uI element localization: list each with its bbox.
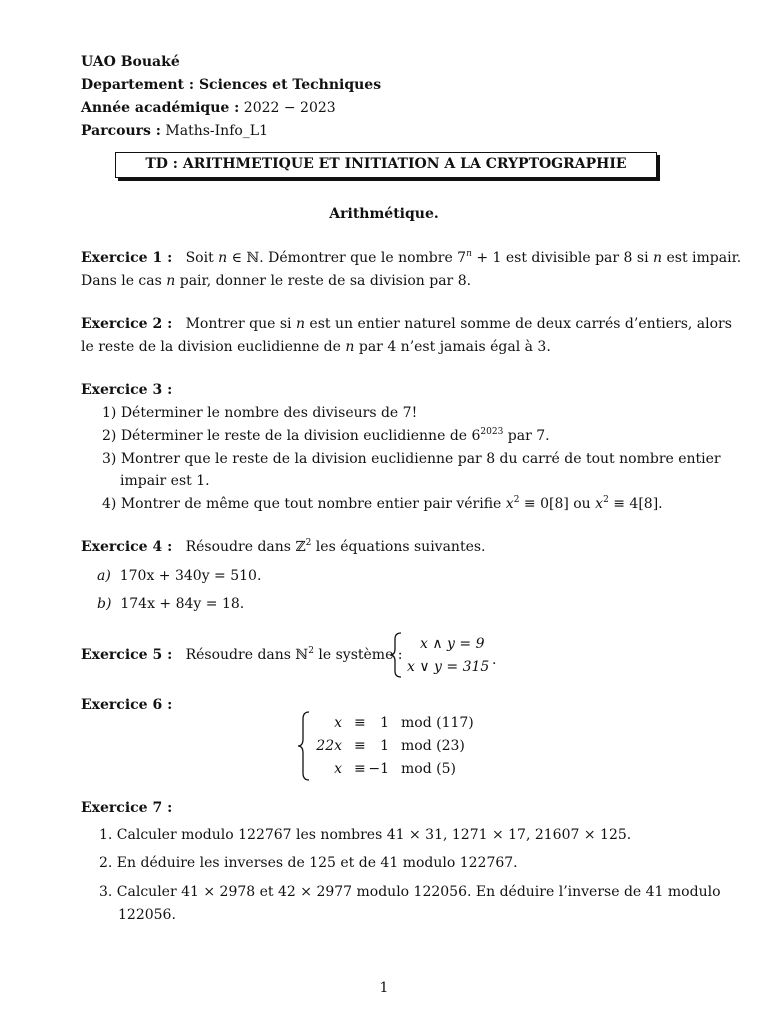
ex3-item2 [102, 428, 550, 445]
ex3-item4 [102, 496, 663, 513]
text: le système : [313, 647, 403, 663]
track [81, 123, 268, 140]
university-name: UAO Bouaké [81, 54, 180, 70]
var-n: n [345, 339, 355, 355]
ex1-label: Exercice 1 : [81, 250, 173, 266]
ex4-label: Exercice 4 : [81, 539, 173, 555]
text: les équations suivantes. [311, 539, 486, 555]
var-x: x [595, 496, 604, 512]
exponent: n [466, 249, 472, 259]
ex4-line1 [81, 539, 486, 556]
text: 2) Déterminer le reste de la division euclidienne de 6 [102, 428, 481, 444]
ex6-rhs: −1 [368, 761, 389, 777]
ex6-rhs: 1 [380, 715, 389, 731]
ex6-op: ≡ [354, 715, 366, 731]
equation: 170x + 340y = 510. [119, 568, 262, 584]
academic-year [81, 100, 336, 117]
equation: 174x + 84y = 18. [120, 596, 245, 612]
ex7-item1: 1. Calculer modulo 122767 les nombres 41 × 31, 1271 × 17, 21607 × 125. [99, 827, 632, 843]
text: ≡ 0[8] ou [519, 496, 596, 512]
text: 4) Montrer de même que tout nombre entier pair vérifie [102, 496, 506, 512]
ex2-line2 [81, 339, 551, 356]
ex6-lhs: 22x [316, 738, 342, 754]
academic-year-label: Année académique : [81, 100, 240, 116]
ex7-label: Exercice 7 : [81, 800, 173, 816]
ex2-line1 [81, 316, 732, 333]
ex4-item-b [97, 596, 244, 613]
exponent: 2023 [480, 427, 504, 437]
ex6-label: Exercice 6 : [81, 697, 173, 713]
text: ≡ 4[8]. [608, 496, 663, 512]
text: Montrer que si [185, 316, 296, 332]
exponent: 2 [513, 495, 520, 505]
ex7-item3-cont: 122056. [118, 907, 176, 923]
var-x: x [505, 496, 514, 512]
ex6-lhs: x [334, 761, 342, 777]
var-n: n [653, 250, 663, 266]
text: Soit [185, 250, 219, 266]
ex6-op: ≡ [354, 761, 366, 777]
track-label: Parcours : [81, 123, 161, 139]
ex4-item-a [97, 568, 261, 585]
exponent: 2 [603, 495, 609, 505]
ex5-row2: x ∨ y = 315 [407, 659, 490, 675]
text: le reste de la division euclidienne de [81, 339, 346, 355]
text: Résoudre dans ℕ [185, 647, 309, 663]
ex7-item2: 2. En déduire les inverses de 125 et de 41 modulo 122767. [99, 855, 518, 871]
ex6-lhs: x [334, 715, 342, 731]
text: Résoudre dans ℤ [185, 539, 306, 555]
ex6-mod: mod (23) [401, 738, 465, 754]
left-brace-icon [389, 632, 403, 678]
department: Departement : Sciences et Techniques [81, 77, 382, 93]
item-label: a) [97, 568, 111, 584]
ex3-label: Exercice 3 : [81, 382, 173, 398]
ex7-item3: 3. Calculer 41 × 2978 et 42 × 2977 modulo 122056. En déduire l’inverse de 41 modulo [99, 884, 721, 900]
academic-year-value: 2022 − 2023 [243, 100, 336, 116]
ex3-item3: 3) Montrer que le reste de la division euclidienne par 8 du carré de tout nombre entier [102, 451, 721, 467]
ex3-item3-cont: impair est 1. [120, 473, 210, 489]
text: est un entier naturel somme de deux carrés d’entiers, alors [304, 316, 732, 332]
ex3-item1: 1) Déterminer le nombre des diviseurs de 7! [102, 405, 418, 421]
ex1-line1 [81, 250, 741, 267]
ex6-mod: mod (5) [401, 761, 456, 777]
section-title: Arithmétique. [329, 206, 439, 222]
ex1-line2 [81, 273, 471, 290]
ex5-label: Exercice 5 : [81, 647, 173, 663]
text: par 4 n’est jamais égal à 3. [354, 339, 551, 355]
text: par 7. [503, 428, 550, 444]
text: Dans le cas [81, 273, 167, 289]
var-n: n [218, 250, 228, 266]
ex6-op: ≡ [354, 738, 366, 754]
var-n: n [295, 316, 305, 332]
track-value: Maths-Info_L1 [165, 123, 269, 139]
ex2-label: Exercice 2 : [81, 316, 173, 332]
text: ∈ ℕ. Démontrer que le nombre 7 [227, 250, 467, 266]
var-n: n [166, 273, 176, 289]
ex5-line [81, 647, 403, 664]
page-number: 1 [379, 980, 389, 996]
exponent: 2 [305, 538, 312, 548]
text: + 1 est divisible par 8 si [471, 250, 654, 266]
ex6-rhs: 1 [380, 738, 389, 754]
exponent: 2 [308, 646, 314, 656]
td-title-box: TD : ARITHMETIQUE ET INITIATION A LA CRYPTOGRAPHIE [115, 152, 657, 178]
text: est impair. [662, 250, 742, 266]
ex6-mod: mod (117) [401, 715, 474, 731]
text: pair, donner le reste de sa division par 8. [175, 273, 472, 289]
ex5-end: . [492, 652, 497, 668]
item-label: b) [97, 596, 112, 612]
ex5-row1: x ∧ y = 9 [420, 636, 485, 652]
